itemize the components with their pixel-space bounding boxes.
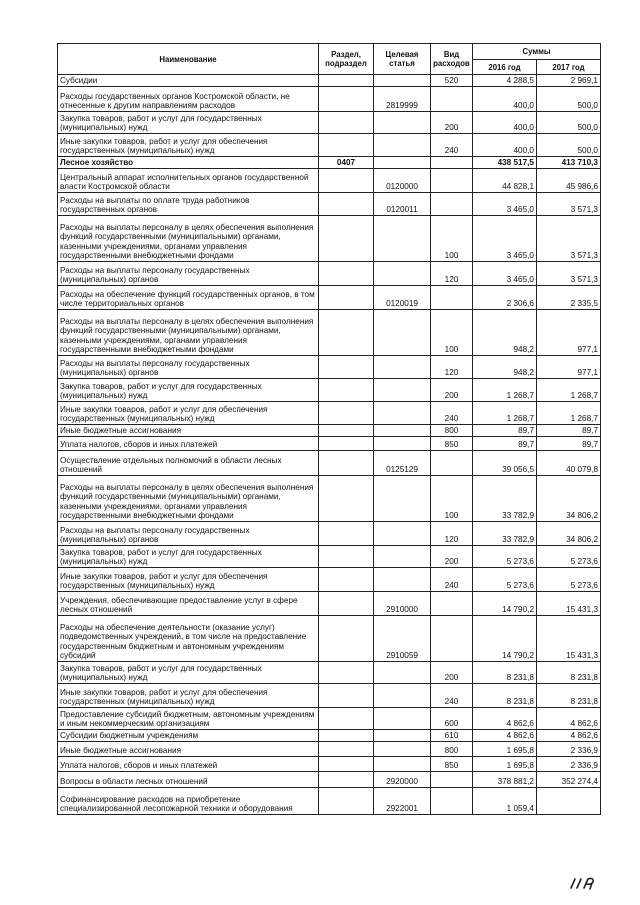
cell-name: Иные бюджетные ассигнования [58,425,319,437]
cell-sum-2017: 15 431,3 [537,616,601,662]
cell-section [319,592,374,616]
cell-sum-2017: 8 231,8 [537,662,601,684]
cell-name: Закупка товаров, работ и услуг для государственных (муниципальных) нужд [58,662,319,684]
cell-name: Закупка товаров, работ и услуг для государственных (муниципальных) нужд [58,546,319,568]
cell-sum-2016: 44 828,1 [473,169,537,193]
cell-sum-2016: 1 695,8 [473,757,537,772]
cell-target: 2910000 [374,592,431,616]
budget-table [57,43,601,815]
cell-sum-2017: 3 571,3 [537,262,601,286]
cell-section [319,708,374,730]
cell-type: 850 [431,757,473,772]
cell-sum-2017: 4 862,6 [537,730,601,742]
table-row [58,87,601,112]
cell-name: Расходы на обеспечение функций государственных органов, в том числе территориальных органов [58,286,319,310]
cell-sum-2016: 8 231,8 [473,662,537,684]
table-row [58,262,601,286]
cell-section [319,684,374,708]
cell-type: 600 [431,708,473,730]
cell-section [319,402,374,425]
cell-name: Закупка товаров, работ и услуг для государственных (муниципальных) нужд [58,112,319,134]
cell-sum-2017: 15 431,3 [537,592,601,616]
cell-sum-2016: 400,0 [473,112,537,134]
cell-target [374,730,431,742]
cell-section [319,451,374,476]
cell-target [374,379,431,402]
cell-name: Уплата налогов, сборов и иных платежей [58,757,319,772]
cell-sum-2016: 1 268,7 [473,379,537,402]
cell-sum-2016: 1 268,7 [473,402,537,425]
table-row [58,310,601,356]
cell-target: 0120011 [374,193,431,216]
cell-name: Центральный аппарат исполнительных органов государственной власти Костромской области [58,169,319,193]
cell-sum-2016: 4 288,5 [473,75,537,87]
table-row [58,425,601,437]
cell-target: 0120000 [374,169,431,193]
cell-sum-2016: 378 881,2 [473,772,537,788]
cell-section [319,310,374,356]
cell-sum-2017: 977,1 [537,310,601,356]
cell-sum-2016: 89,7 [473,437,537,451]
cell-name: Софинансирование расходов на приобретение специализированной лесопожарной техники и оборудования [58,788,319,815]
cell-name: Иные закупки товаров, работ и услуг для обеспечения государственных (муниципальных) нужд [58,568,319,592]
cell-name: Расходы на выплаты персоналу в целях обеспечения выполнения функций государственными (муниципальными) органами, казенными учреждениями, органами управления государственными внебюджетными фондами [58,476,319,522]
table-row [58,772,601,788]
cell-target [374,134,431,157]
cell-sum-2017: 8 231,8 [537,684,601,708]
table-row [58,522,601,546]
cell-sum-2017: 2 336,9 [537,757,601,772]
cell-sum-2016: 89,7 [473,425,537,437]
cell-section [319,134,374,157]
cell-sum-2017: 2 335,5 [537,286,601,310]
cell-sum-2016: 5 273,6 [473,546,537,568]
cell-sum-2016: 5 273,6 [473,568,537,592]
cell-section [319,730,374,742]
table-row [58,451,601,476]
cell-sum-2016: 14 790,2 [473,592,537,616]
cell-sum-2017: 413 710,3 [537,157,601,169]
cell-section [319,112,374,134]
cell-target [374,662,431,684]
cell-sum-2017: 3 571,3 [537,216,601,262]
cell-sum-2017: 4 862,6 [537,708,601,730]
cell-sum-2017: 5 273,6 [537,546,601,568]
cell-section [319,772,374,788]
cell-target [374,568,431,592]
table-row [58,708,601,730]
cell-sum-2016: 948,2 [473,356,537,379]
table-row [58,379,601,402]
table-row [58,75,601,87]
cell-type: 100 [431,310,473,356]
cell-target [374,546,431,568]
table-row [58,216,601,262]
cell-name: Субсидии [58,75,319,87]
cell-sum-2017: 5 273,6 [537,568,601,592]
cell-name: Закупка товаров, работ и услуг для государственных (муниципальных) нужд [58,379,319,402]
cell-target [374,112,431,134]
cell-type [431,87,473,112]
cell-sum-2017: 89,7 [537,425,601,437]
header-year-2016: 2016 год [473,60,537,75]
header-sums: Суммы [473,44,601,60]
cell-sum-2017: 45 986,6 [537,169,601,193]
cell-target [374,402,431,425]
cell-name: Расходы на выплаты персоналу государственных (муниципальных) органов [58,356,319,379]
cell-type: 100 [431,216,473,262]
cell-type: 800 [431,425,473,437]
cell-target [374,437,431,451]
table-row [58,402,601,425]
cell-type: 200 [431,662,473,684]
table-row [58,662,601,684]
cell-sum-2016: 1 059,4 [473,788,537,815]
cell-type [431,157,473,169]
cell-section [319,616,374,662]
cell-name: Расходы на выплаты персоналу в целях обеспечения выполнения функций государственными (муниципальными) органами, казенными учреждениями, органами управления государственными внебюджетными фондами [58,216,319,262]
cell-target [374,742,431,757]
table-row [58,616,601,662]
cell-sum-2016: 3 465,0 [473,216,537,262]
cell-name: Уплата налогов, сборов и иных платежей [58,437,319,451]
cell-type [431,193,473,216]
cell-section [319,286,374,310]
cell-sum-2016: 400,0 [473,87,537,112]
cell-section [319,193,374,216]
cell-type [431,788,473,815]
cell-sum-2016: 3 465,0 [473,193,537,216]
cell-sum-2017: 3 571,3 [537,193,601,216]
cell-sum-2017: 2 336,9 [537,742,601,757]
cell-type [431,772,473,788]
cell-section [319,476,374,522]
header-type: Вид расходов [431,44,473,75]
cell-sum-2016: 14 790,2 [473,616,537,662]
table-row [58,169,601,193]
cell-type: 240 [431,402,473,425]
cell-target [374,356,431,379]
cell-type: 520 [431,75,473,87]
cell-sum-2017: 2 969,1 [537,75,601,87]
cell-sum-2016: 4 862,6 [473,730,537,742]
cell-type: 120 [431,522,473,546]
cell-target [374,708,431,730]
table-row [58,286,601,310]
cell-name: Учреждения, обеспечивающие предоставление услуг в сфере лесных отношений [58,592,319,616]
table-row [58,134,601,157]
cell-section [319,379,374,402]
cell-name: Иные закупки товаров, работ и услуг для обеспечения государственных (муниципальных) нужд [58,402,319,425]
cell-section [319,356,374,379]
cell-type [431,451,473,476]
cell-section: 0407 [319,157,374,169]
cell-sum-2017: 500,0 [537,134,601,157]
table-row [58,356,601,379]
cell-name: Расходы на выплаты персоналу в целях обеспечения выполнения функций государственными (муниципальными) органами, казенными учреждениями, органами управления государственными внебюджетными фондами [58,310,319,356]
table-row [58,546,601,568]
cell-target: 2920000 [374,772,431,788]
cell-section [319,262,374,286]
cell-type: 240 [431,568,473,592]
cell-type [431,592,473,616]
cell-target [374,425,431,437]
cell-sum-2016: 948,2 [473,310,537,356]
cell-name: Расходы государственных органов Костромской области, не отнесенные к другим направлениям расходов [58,87,319,112]
cell-name: Предоставление субсидий бюджетным, автономным учреждениям и иным некоммерческим организациям [58,708,319,730]
cell-sum-2017: 977,1 [537,356,601,379]
cell-name: Субсидии бюджетным учреждениям [58,730,319,742]
cell-target: 2922001 [374,788,431,815]
table-row [58,757,601,772]
cell-sum-2016: 3 465,0 [473,262,537,286]
cell-section [319,169,374,193]
cell-sum-2017: 500,0 [537,87,601,112]
table-row [58,788,601,815]
cell-type: 800 [431,742,473,757]
cell-sum-2016: 1 695,8 [473,742,537,757]
handwritten-page-number [568,876,602,890]
cell-sum-2016: 39 056,5 [473,451,537,476]
header-name: Наименование [58,44,319,75]
header-year-2017: 2017 год [537,60,601,75]
cell-name: Расходы на выплаты персоналу государственных (муниципальных) органов [58,522,319,546]
cell-name: Расходы на выплаты по оплате труда работников государственных органов [58,193,319,216]
cell-target [374,476,431,522]
cell-name: Иные закупки товаров, работ и услуг для обеспечения государственных (муниципальных) нужд [58,684,319,708]
cell-section [319,216,374,262]
cell-sum-2017: 1 268,7 [537,402,601,425]
table-row [58,592,601,616]
cell-name: Лесное хозяйство [58,157,319,169]
cell-target [374,522,431,546]
table-row [58,437,601,451]
cell-target [374,157,431,169]
header-section: Раздел, подраздел [319,44,374,75]
table-row [58,112,601,134]
cell-target [374,75,431,87]
cell-sum-2016: 2 306,6 [473,286,537,310]
cell-section [319,425,374,437]
cell-sum-2017 [537,788,601,815]
cell-section [319,662,374,684]
cell-sum-2017: 500,0 [537,112,601,134]
cell-sum-2016: 400,0 [473,134,537,157]
cell-type [431,286,473,310]
cell-section [319,522,374,546]
cell-type: 200 [431,546,473,568]
cell-target: 2910059 [374,616,431,662]
cell-type: 200 [431,112,473,134]
cell-section [319,437,374,451]
cell-type: 240 [431,684,473,708]
cell-type [431,169,473,193]
cell-sum-2017: 89,7 [537,437,601,451]
cell-type: 610 [431,730,473,742]
cell-type: 100 [431,476,473,522]
cell-section [319,788,374,815]
cell-sum-2016: 4 862,6 [473,708,537,730]
cell-target: 2819999 [374,87,431,112]
table-row [58,157,601,169]
cell-type: 240 [431,134,473,157]
table-row [58,568,601,592]
cell-type: 120 [431,356,473,379]
cell-name: Расходы на выплаты персоналу государственных (муниципальных) органов [58,262,319,286]
cell-sum-2017: 40 079,8 [537,451,601,476]
cell-sum-2016: 33 782,9 [473,476,537,522]
table-row [58,476,601,522]
cell-target [374,757,431,772]
cell-sum-2016: 33 782,9 [473,522,537,546]
cell-target [374,216,431,262]
cell-section [319,75,374,87]
cell-name: Осуществление отдельных полномочий в области лесных отношений [58,451,319,476]
table-row [58,742,601,757]
cell-section [319,546,374,568]
cell-target [374,684,431,708]
cell-sum-2016: 8 231,8 [473,684,537,708]
cell-target [374,310,431,356]
table-body [58,75,601,815]
table-row [58,684,601,708]
cell-section [319,757,374,772]
header-target: Целевая статья [374,44,431,75]
cell-type: 120 [431,262,473,286]
cell-name: Иные бюджетные ассигнования [58,742,319,757]
cell-name: Расходы на обеспечение деятельности (оказание услуг) подведомственных учреждений, в том числе на предоставление государственным бюджетным и автономным учреждениям субсидий [58,616,319,662]
cell-section [319,568,374,592]
cell-section [319,742,374,757]
cell-sum-2017: 34 806,2 [537,522,601,546]
cell-sum-2017: 352 274,4 [537,772,601,788]
cell-sum-2017: 1 268,7 [537,379,601,402]
table-row [58,730,601,742]
cell-section [319,87,374,112]
cell-type: 850 [431,437,473,451]
cell-target [374,262,431,286]
cell-sum-2017: 34 806,2 [537,476,601,522]
cell-target: 0125129 [374,451,431,476]
cell-name: Иные закупки товаров, работ и услуг для обеспечения государственных (муниципальных) нужд [58,134,319,157]
cell-type [431,616,473,662]
table-row [58,193,601,216]
cell-target: 0120019 [374,286,431,310]
cell-name: Вопросы в области лесных отношений [58,772,319,788]
cell-type: 200 [431,379,473,402]
cell-sum-2016: 438 517,5 [473,157,537,169]
